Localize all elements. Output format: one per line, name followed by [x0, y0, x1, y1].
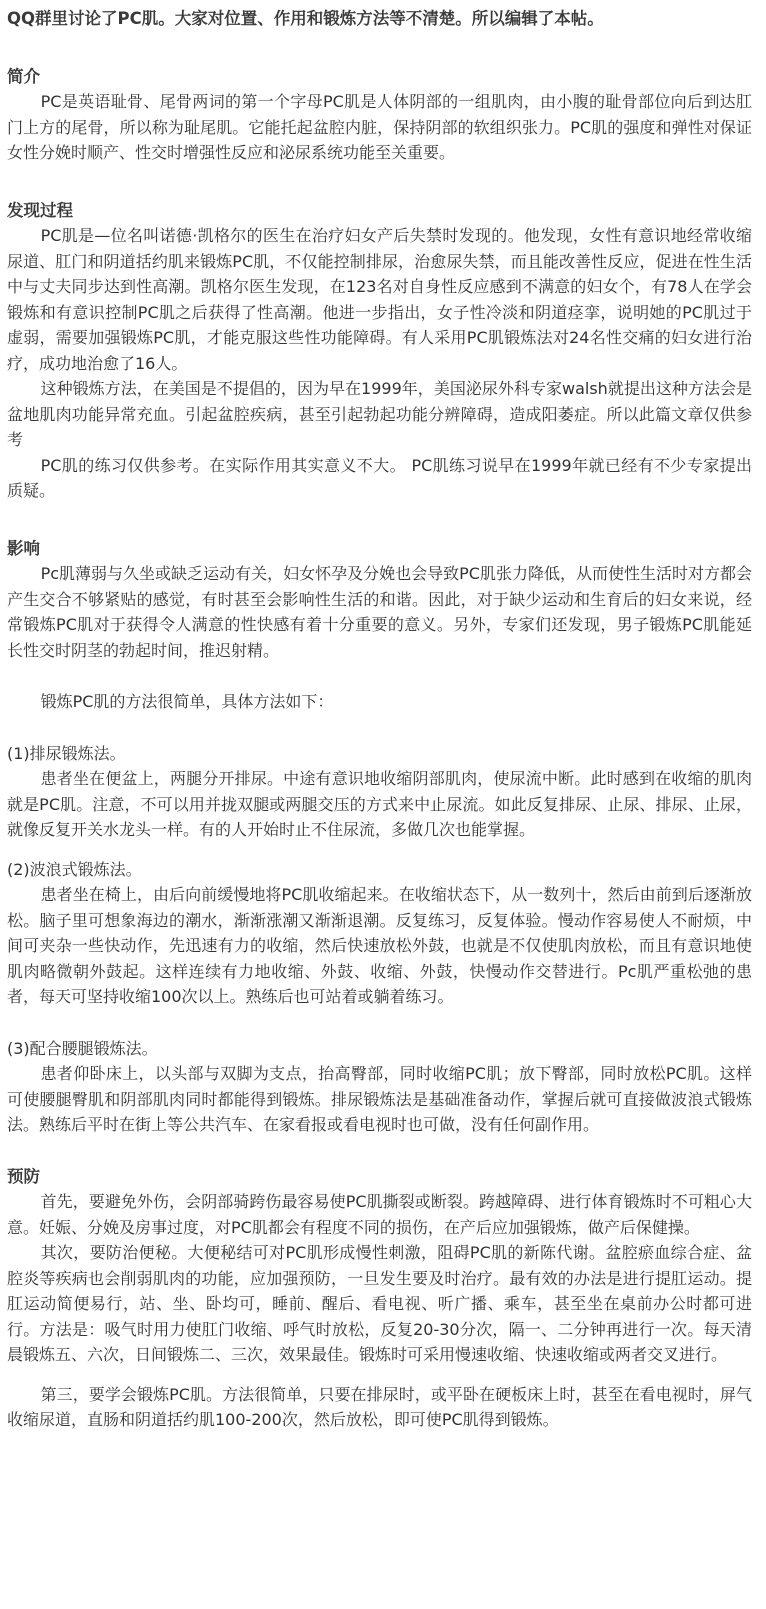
- method-2-title: (2)波浪式锻炼法。: [7, 859, 142, 879]
- paragraph-intro: PC是英语耻骨、尾骨两词的第一个字母PC肌是人体阴部的一组肌肉，由小腹的耻骨部位向后到达肛门上方的尾骨，所以称为耻尾肌。它能托起盆腔内脏，保持阴部的软组织张力。PC肌的强度和弹性对保证女性分娩时顺产、性交时增强性反应和泌尿系统功能至关重要。: [7, 92, 752, 162]
- paragraph-discovery-1: PC肌是—位名叫诺德·凯格尔的医生在治疗妇女产后失禁时发现的。他发现，女性有意识地经常收缩尿道、肛门和阴道括约肌来锻炼PC肌，不仅能控制排尿，治愈尿失禁，而且能改善性反应，促进在性生活中与丈夫同步达到性高潮。凯格尔医生发现，在123名对自身性反应感到不满意的妇女个，有78人在学会锻炼和有意识控制PC肌之后获得了性高潮。他进一步指出，女子性冷淡和阴道痉挛，说明她的PC肌过于虚弱，需要加强锻炼PC肌，才能克服这些性功能障碍。有人采用PC肌锻炼法对24名性交痛的妇女进行治疗，成功地治愈了16人。: [7, 226, 752, 373]
- paragraph-discovery-3: PC肌的练习仅供参考。在实际作用其实意义不大。 PC肌练习说早在1999年就已经有不少专家提出质疑。: [7, 455, 752, 500]
- heading-prevention: 预防: [7, 1166, 40, 1186]
- paragraph-prevention-2: 其次，要防治便秘。大便秘结可对PC肌形成慢性刺激，阻碍PC肌的新陈代谢。盆腔瘀血综合症、盆腔炎等疾病也会削弱肌肉的功能，应加强预防，一旦发生要及时治疗。最有效的办法是进行提肛运动。提肛运动简便易行，站、坐、卧均可，睡前、醒后、看电视、听广播、乘车，甚至坐在桌前办公时都可进行。方法是：吸气时用力使肛门收缩、呼气时放松，反复20-30分次，隔一、二分钟再进行一次。每天清晨锻炼五、六次，日间锻炼二、三次，效果最佳。锻炼时可采用慢速收缩、快速收缩或两者交叉进行。: [7, 1243, 752, 1364]
- heading-discovery: 发现过程: [7, 200, 73, 220]
- paragraph-discovery-2: 这种锻炼方法，在美国是不提倡的，因为早在1999年，美国泌尿外科专家walsh就提出这种方法会是盆地肌肉功能异常充血。引起盆腔疾病，甚至引起勃起功能分辨障碍，造成阳萎症。所以此篇文章仅供参考: [7, 379, 752, 449]
- heading-intro: 简介: [7, 66, 40, 86]
- heading-impact: 影响: [7, 538, 40, 558]
- method-3-text: 患者仰卧床上，以头部与双脚为支点，抬高臀部，同时收缩PC肌；放下臀部，同时放松PC肌。这样可使腰腿臀肌和阴部肌肉同时都能得到锻炼。排尿锻炼法是基础准备动作，掌握后就可直接做波浪式锻炼法。熟练后平时在街上等公共汽车、在家看报或看电视时也可做，没有任何副作用。: [7, 1064, 752, 1134]
- intro-line: QQ群里讨论了PC肌。大家对位置、作用和锻炼方法等不清楚。所以编辑了本帖。: [7, 9, 604, 28]
- paragraph-impact-1: Pc肌薄弱与久坐或缺乏运动有关，妇女怀孕及分娩也会导致PC肌张力降低，从而使性生活时对方都会产生交合不够紧贴的感觉，有时甚至会影响性生活的和谐。因此，对于缺少运动和生育后的妇女来说，经常锻炼PC肌对于获得令人满意的性快感有着十分重要的意义。另外，专家们还发现，男子锻炼PC肌能延长性交时阴茎的勃起时间，推迟射精。: [7, 564, 752, 660]
- paragraph-prevention-3: 第三，要学会锻炼PC肌。方法很简单，只要在排尿时，或平卧在硬板床上时，甚至在看电视时，屏气收缩尿道，直肠和阴道括约肌100-200次，然后放松，即可使PC肌得到锻炼。: [7, 1384, 752, 1429]
- method-3-title: (3)配合腰腿锻炼法。: [7, 1038, 158, 1058]
- paragraph-prevention-1: 首先，要避免外伤，会阴部骑跨伤最容易使PC肌撕裂或断裂。跨越障碍、进行体育锻炼时不可粗心大意。妊娠、分娩及房事过度，对PC肌都会有程度不同的损伤，在产后应加强锻炼，做产后保健操。: [7, 1192, 752, 1237]
- method-1-text: 患者坐在便盆上，两腿分开排尿。中途有意识地收缩阴部肌肉，使尿流中断。此时感到在收缩的肌肉就是PC肌。注意，不可以用并拢双腿或两腿交压的方式来中止尿流。如此反复排尿、止尿、排尿、止尿，就像反复开关水龙头一样。有的人开始时止不住尿流，多做几次也能掌握。: [7, 769, 752, 839]
- paragraph-method-intro: 锻炼PC肌的方法很简单，具体方法如下：: [40, 692, 334, 711]
- method-1-title: (1)排尿锻炼法。: [7, 743, 126, 763]
- method-2-text: 患者坐在椅上，由后向前缓慢地将PC肌收缩起来。在收缩状态下，从一数列十，然后由前到后逐渐放松。脑子里可想象海边的潮水，渐渐涨潮又渐渐退潮。反复练习，反复体验。慢动作容易使人不耐烦，中间可夹杂一些快动作，先迅速有力的收缩，然后快速放松外鼓，也就是不仅使肌肉放松，而且有意识地使肌肉略微朝外鼓起。这样连续有力地收缩、外鼓、收缩、外鼓，快慢动作交替进行。Pc肌严重松弛的患者，每天可坚持收缩100次以上。熟练后也可站着或躺着练习。: [7, 885, 752, 1006]
